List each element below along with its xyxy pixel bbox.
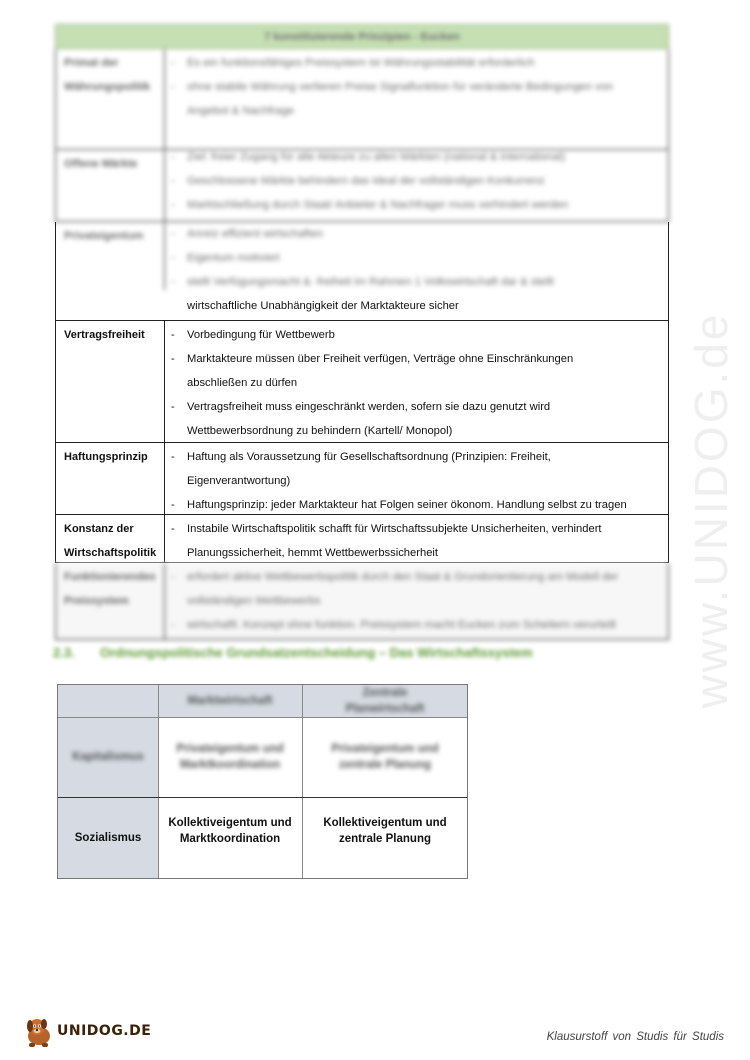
list-item: - Anreiz effizient wirtschaften xyxy=(171,228,323,240)
dog-mascot-icon xyxy=(22,1014,56,1048)
list-item: - Geschlossene Märkte behindern das Ideal der vollständigen Konkurrenz xyxy=(171,175,545,187)
row-label: Konstanz der Wirtschaftspolitik xyxy=(56,515,165,562)
list-item: - Es ein funktionsfähiges Preissystem ist Währungsstabilität erforderlich xyxy=(171,57,535,69)
cell-soz-plan: Kollektiveigentum und zentrale Planung xyxy=(323,817,447,845)
list-item-continuation: wirtschaftliche Unabhängigkeit der Marktakteure sicher xyxy=(187,300,459,312)
list-item-continuation: abschließen zu dürfen xyxy=(187,377,298,389)
cell-kap-markt: Privateigentum und Marktkoordination xyxy=(176,743,284,771)
table-row xyxy=(55,49,669,150)
list-item: - Haftung als Voraussetzung für Gesellschaftsordnung (Prinzipien: Freiheit, xyxy=(171,451,551,463)
list-item: - Instabile Wirtschaftspolitik schafft für Wirtschaftssubjekte Unsicherheiten, verhindert xyxy=(171,523,602,535)
list-item-continuation: Eigenverantwortung) xyxy=(187,475,291,487)
list-item-continuation: Angebot & Nachfrage xyxy=(187,105,294,117)
section-number: 2.3. xyxy=(53,645,75,660)
list-item: - Marktakteure müssen über Freiheit verfügen, Verträge ohne Einschränkungen xyxy=(171,353,574,365)
row-label: Offene Märkte xyxy=(56,150,165,221)
list-item: - Haftungsprinzip: jeder Marktakteur hat Folgen seiner ökonom. Handlung selbst zu tragen xyxy=(171,499,627,511)
row-label: Primat der Währungspolitik xyxy=(56,49,165,149)
list-item: - erfordert aktive Wettbewerbspolitik durch den Staat & Grundorientierung am Modell der xyxy=(171,571,619,583)
section-heading xyxy=(53,645,533,660)
list-item: - ohne stabile Währung verlieren Preise Signalfunktion für veränderte Bedingungen von xyxy=(171,81,614,93)
list-item-continuation: Wettbewerbsordnung zu behindern (Kartell/ Monopol) xyxy=(187,425,453,437)
row-header-sozialismus: Sozialismus xyxy=(74,832,142,844)
list-item: - Eigentum motiviert xyxy=(171,252,280,264)
logo-text: UNIDOG.DE xyxy=(57,1023,152,1039)
table-row xyxy=(55,321,669,443)
col-header-planwirtschaft: Zentrale Planwirtschaft xyxy=(345,687,425,715)
principles-table-header: 7 konstituierende Prinzipien - Eucken xyxy=(55,24,669,49)
divider xyxy=(158,685,159,878)
table-row xyxy=(55,563,669,640)
cell-kap-plan: Privateigentum und zentrale Planung xyxy=(331,743,439,771)
list-item: - Vorbedingung für Wettbewerb xyxy=(171,329,335,341)
table-row xyxy=(55,443,669,515)
unidog-logo[interactable] xyxy=(22,1014,151,1048)
economic-systems-table xyxy=(57,684,468,879)
row-label: Privateigentum xyxy=(56,222,165,290)
list-item: - stellt Verfügungsmacht & -freiheit im Rahmen 1 Volkswirtschaft dar & stellt xyxy=(171,276,554,288)
list-item: - Marktschließung durch Staat/ Anbieter & Nachfrager muss verhindert werden xyxy=(171,199,569,211)
row-label: Vertragsfreiheit xyxy=(56,321,165,442)
row-label: Haftungsprinzip xyxy=(56,443,165,514)
table-row xyxy=(55,515,669,563)
list-item: - Ziel: freier Zugang für alle Akteure zu allen Märkten (national & international) xyxy=(171,151,566,163)
footer-tagline: Klausurstoff von Studis für Studis xyxy=(546,1031,724,1043)
divider xyxy=(58,797,467,798)
table-row xyxy=(55,150,669,222)
col-header-marktwirtschaft: Marktwirtschaft xyxy=(187,695,273,707)
list-item: - Vertragsfreiheit muss eingeschränkt werden, sofern sie dazu genutzt wird xyxy=(171,401,551,413)
cell-soz-markt: Kollektiveigentum und Marktkoordination xyxy=(168,817,292,845)
row-header-kapitalismus: Kapitalismus xyxy=(72,751,144,763)
divider xyxy=(302,685,303,878)
principles-table xyxy=(55,24,669,631)
table-row xyxy=(55,222,669,321)
list-item: - wirtschaftl. Konzept ohne funktion. Preissystem macht Eucken zum Scheitern verurteilt xyxy=(171,619,617,631)
watermark: www.UNIDOG.de xyxy=(685,311,737,709)
list-item-continuation: Planungssicherheit, hemmt Wettbewerbssicherheit xyxy=(187,547,439,559)
divider xyxy=(58,717,467,718)
row-label: Funktionierendes Preissystem xyxy=(56,563,165,639)
list-item-continuation: vollständigen Wettbewerbs xyxy=(187,595,321,607)
section-title: Ordnungspolitische Grundsatzentscheidung – Das Wirtschaftssystem xyxy=(100,645,533,660)
